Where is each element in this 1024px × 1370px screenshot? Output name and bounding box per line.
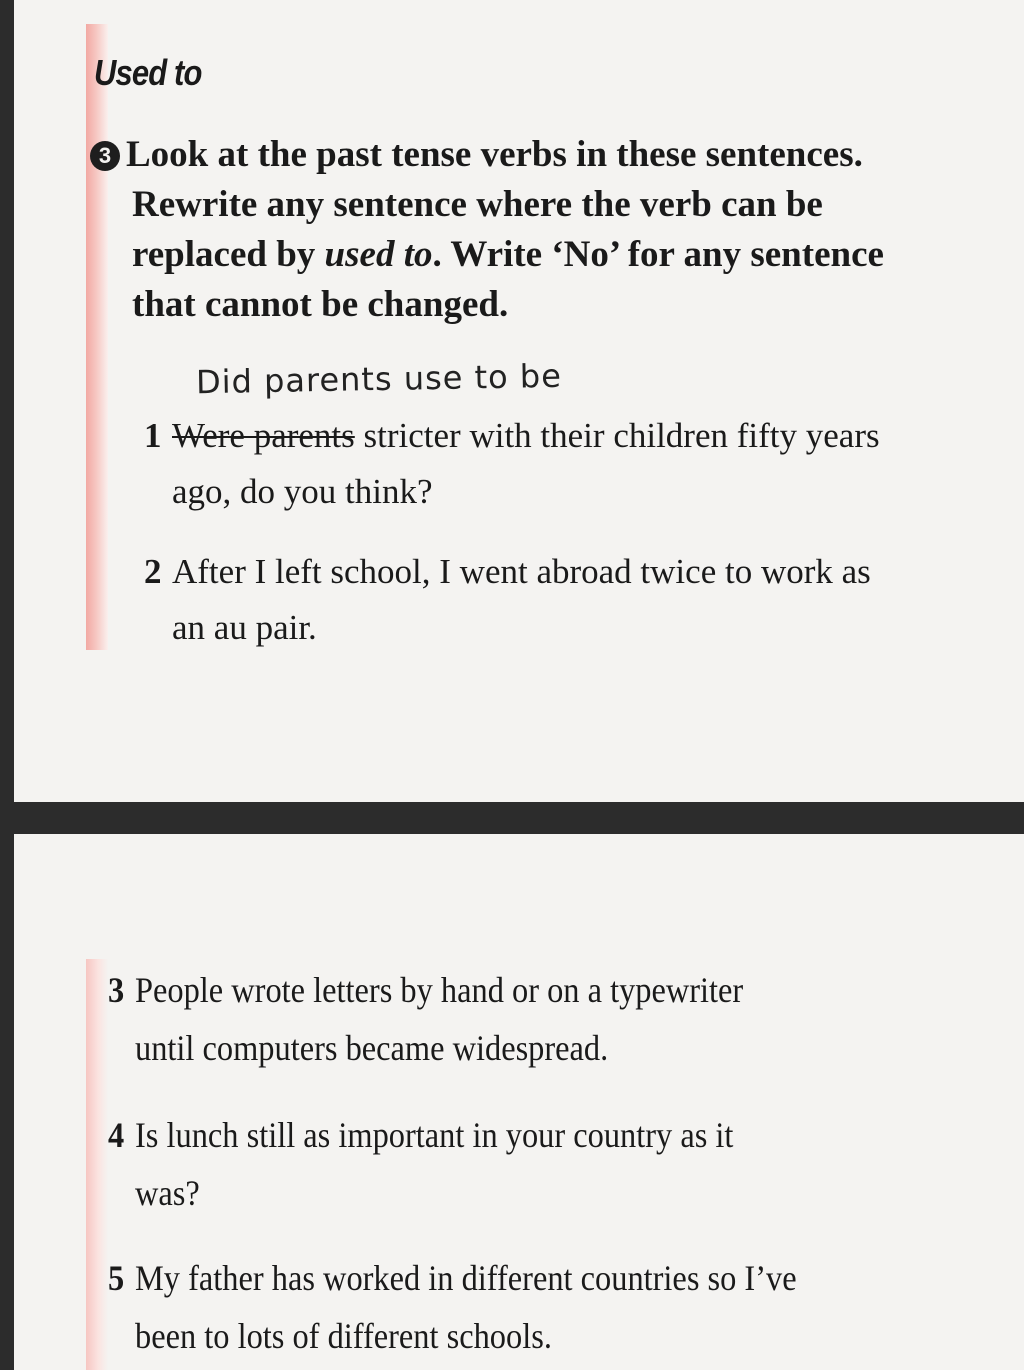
exercise-number-badge: 3 bbox=[90, 141, 120, 171]
item-number: 4 bbox=[108, 1115, 125, 1155]
exercise-instruction bbox=[90, 130, 1010, 330]
item-text-continued: an au pair. bbox=[172, 608, 317, 647]
instruction-line: that cannot be changed. bbox=[132, 284, 509, 325]
item-text-continued: been to lots of different schools. bbox=[135, 1316, 552, 1356]
item-text-continued: ago, do you think? bbox=[172, 472, 433, 511]
item-text-continued: until computers became widespread. bbox=[135, 1028, 609, 1068]
page-panel-top bbox=[14, 0, 1024, 802]
item-text: After I left school, I went abroad twice to work as bbox=[172, 552, 871, 591]
exercise-item-5 bbox=[108, 1249, 797, 1365]
exercise-item-2 bbox=[144, 544, 871, 656]
item-text: stricter with their children fifty years bbox=[354, 416, 880, 455]
margin-highlight-bar bbox=[86, 959, 108, 1370]
margin-highlight-bar bbox=[86, 24, 108, 650]
item-number: 1 bbox=[144, 416, 162, 455]
item-number: 2 bbox=[144, 552, 162, 591]
item-text-continued: was? bbox=[135, 1173, 200, 1213]
struck-through-text: Were parents bbox=[172, 416, 355, 455]
instruction-line: Rewrite any sentence where the verb can be bbox=[132, 184, 823, 225]
exercise-item-4 bbox=[108, 1106, 733, 1222]
item-number: 3 bbox=[108, 970, 125, 1010]
exercise-item-3 bbox=[108, 961, 743, 1077]
handwritten-answer: Did parents use to be bbox=[195, 356, 563, 402]
item-text: People wrote letters by hand or on a typewriter bbox=[135, 970, 744, 1010]
item-number: 5 bbox=[108, 1258, 125, 1298]
instruction-line: Look at the past tense verbs in these sentences. bbox=[126, 134, 863, 175]
instruction-line: replaced by bbox=[132, 234, 316, 275]
item-text: My father has worked in different countries so I’ve bbox=[135, 1258, 797, 1298]
instruction-line: . Write ‘No’ for any sentence bbox=[432, 234, 884, 275]
item-text: Is lunch still as important in your country as it bbox=[135, 1115, 734, 1155]
exercise-item-1 bbox=[144, 408, 880, 520]
instruction-emphasis: used to bbox=[324, 234, 433, 275]
section-title: Used to bbox=[94, 52, 202, 93]
